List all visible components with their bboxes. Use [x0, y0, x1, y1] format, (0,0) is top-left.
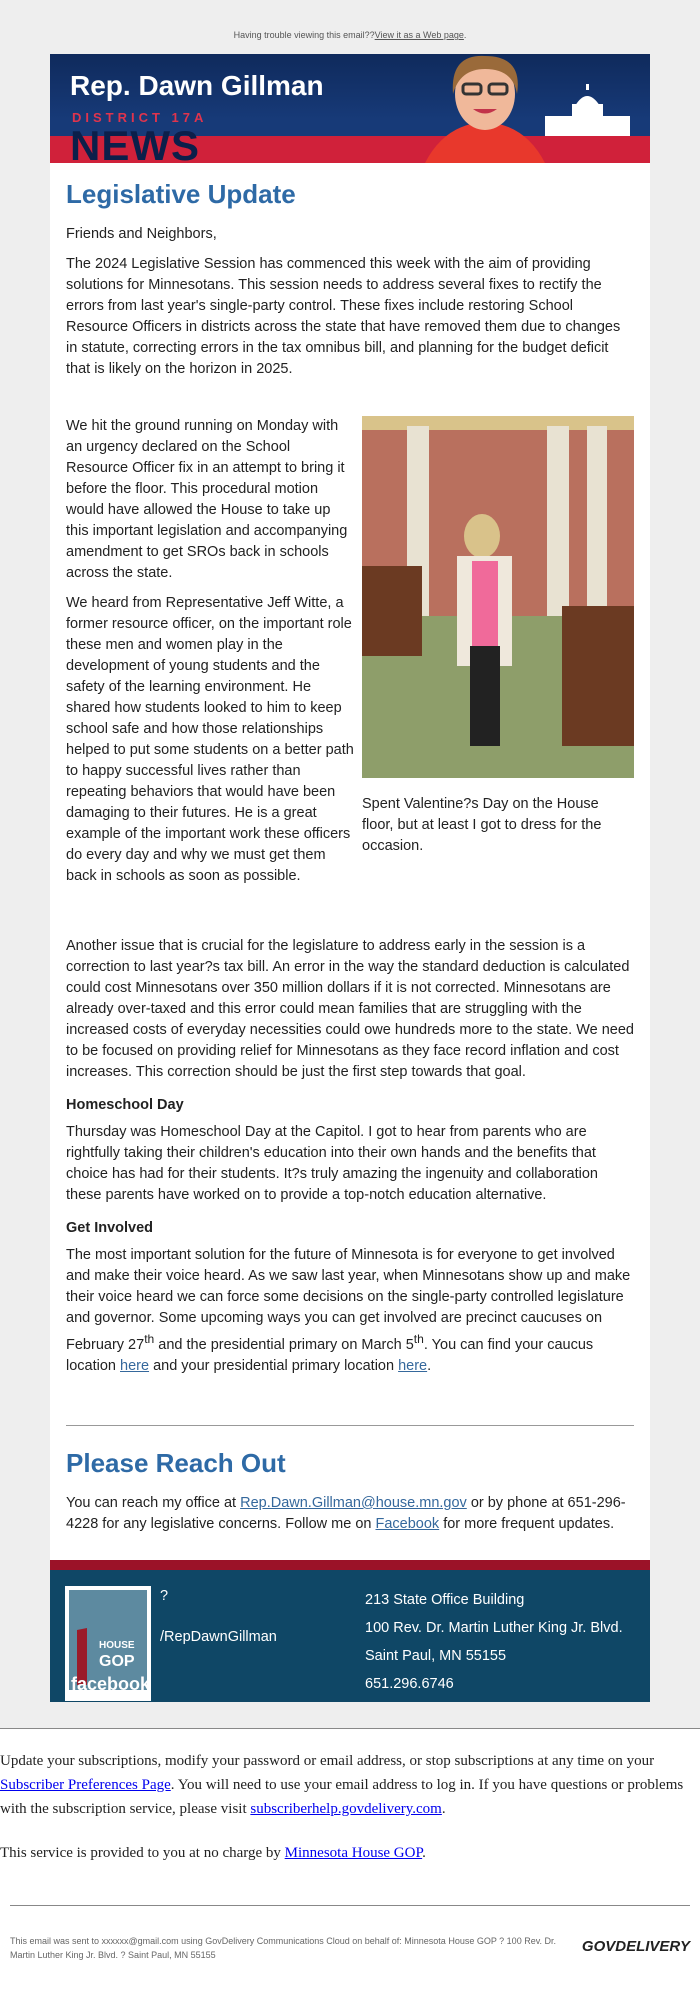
greeting: Friends and Neighbors, — [66, 226, 217, 242]
facebook-label[interactable]: facebook — [71, 1673, 151, 1694]
district: DISTRICT 17A — [72, 110, 208, 125]
intro-paragraph: The 2024 Legislative Session has commenced this week with the aim of providing solutions for Minnesotans. This session needs to address several fixes to rectify the errors from last year's single-party control. These fixes include restoring School Resource Officers in districts across the state that have removed them due to changes in statute, correcting errors in the tax omnibus bill, and planning for the budget deficit that is likely on the horizon in 2025. — [66, 256, 621, 377]
rep-name: Rep. Dawn Gillman — [70, 70, 324, 101]
homeschool-paragraph: Thursday was Homeschool Day at the Capitol. I got to hear from parents who are rightfully taking their children's education into their own hands and the benefits that choice has had for their students. It?s truly amazing the ingenuity and collaboration these parents have worked on to provide a top-notch education alternative. — [66, 1124, 598, 1203]
photo-caption: Spent Valentine?s Day on the House floor, but at least I got to dress for the occasion. — [362, 796, 602, 854]
witte-paragraph: We heard from Representative Jeff Witte, a former resource officer, on the important role these men and women play in the development of young students and the safety of the learning environment. He shared how students looked to him to keep school safe and how those relationships helped to put some students on a better path to happy successful lives rather than repeating behaviors that would have been damaging to their futures. He is a great example of the important work these officers do every day and why we must get them back in schools as soon as possible. — [66, 595, 354, 884]
email-link[interactable]: Rep.Dawn.Gillman@house.mn.gov — [240, 1494, 467, 1511]
address-line: Saint Paul, MN 55155 — [365, 1647, 507, 1664]
placeholder-char: ? — [160, 1587, 169, 1604]
facebook-handle[interactable]: /RepDawnGillman — [160, 1628, 277, 1645]
title-legislative-update: Legislative Update — [66, 179, 296, 209]
newsletter — [50, 54, 650, 1702]
notice-end: . — [463, 30, 467, 40]
get-involved-heading: Get Involved — [66, 1220, 154, 1236]
web-view-notice — [0, 30, 700, 54]
mn-house-gop-link[interactable]: Minnesota House GOP — [284, 1844, 423, 1861]
capitol-icon — [540, 84, 635, 139]
govdelivery-logo[interactable]: GOVDELIVERY — [581, 1937, 690, 1955]
footer — [50, 1560, 650, 1702]
address-line: 100 Rev. Dr. Martin Luther King Jr. Blvd. — [365, 1619, 623, 1636]
facebook-link[interactable]: Facebook — [375, 1515, 440, 1532]
caucus-location-link[interactable]: here — [120, 1357, 150, 1374]
news-label: NEWS — [70, 122, 200, 163]
subscriber-help-link[interactable]: subscriberhelp.govdelivery.com — [250, 1800, 442, 1817]
primary-location-link[interactable]: here — [398, 1357, 428, 1374]
sro-paragraph: We hit the ground running on Monday with an urgency declared on the School Resource Officer fix in an attempt to bring it before the floor. This procedural motion would have allowed the House to take up this important legislation and accompanying amendment to get SROs back in schools across the state. — [66, 418, 348, 581]
content — [50, 163, 650, 1560]
two-column-section — [66, 416, 634, 896]
homeschool-heading: Homeschool Day — [66, 1097, 184, 1113]
legal-text: This email was sent to xxxxxx@gmail.com using GovDelivery Communications Cloud on behalf of: Minnesota House GOP ? 100 Rev. Dr. Martin Luther King Jr. Blvd. ? Saint Paul, MN 55155 — [10, 1935, 557, 1960]
notice-text: Having trouble viewing this email?? — [233, 30, 375, 40]
subscription-notice: Update your subscriptions, modify your password or email address, or stop subscriptions at any time on your Subscriber Preferences Page. You will need to use your email address to log in. If you have questions or problems with the subscription service, please visit subscriberhelp.govdelivery.com. This service is provided to you at no charge by Minnesota House GOP. — [0, 1752, 684, 1861]
office-address — [365, 1586, 623, 1698]
tax-paragraph: Another issue that is crucial for the legislature to address early in the session is a correction to last year?s tax bill. An error in the way the standard deduction is calculated could cost Minnesotans over 350 million dollars if it is not corrected. Minnesotans are already over-taxed and this error could mean families that are struggling with the increased costs of everyday necessities could owe hundreds more to the state. We need to be focused on providing relief for Minnesotans as they face record inflation and cost increases. This correction should be just the first step towards that goal. — [66, 938, 634, 1080]
divider — [66, 1425, 634, 1426]
phone: 651.296.6746 — [365, 1675, 454, 1692]
svg-text:GOP: GOP — [99, 1652, 135, 1670]
get-involved-paragraph: The most important solution for the future of Minnesota is for everyone to get involved and make their voice heard. As we saw last year, when Minnesotans show up and make their voice heard we can force some decisions on the single-party controlled legislature and governor. Some upcoming ways you can get involved are precinct caucuses on February 27th and the presidential primary on March 5th. You can find your caucus location here and your presidential primary location here. — [66, 1247, 631, 1374]
web-page-link[interactable]: View it as a Web page — [374, 30, 464, 40]
address-line: 213 State Office Building — [365, 1591, 525, 1608]
svg-text:HOUSE: HOUSE — [99, 1639, 135, 1651]
header-banner — [50, 54, 650, 163]
subscriber-preferences-link[interactable]: Subscriber Preferences Page — [0, 1776, 171, 1793]
house-floor-photo — [362, 416, 634, 778]
social-links — [160, 1586, 277, 1648]
legal-footer — [10, 1905, 690, 1962]
reach-out-paragraph: You can reach my office at Rep.Dawn.Gillman@house.mn.gov or by phone at 651-296-4228 for any legislative concerns. Follow me on Facebook for more frequent updates. — [66, 1494, 626, 1532]
title-reach-out: Please Reach Out — [66, 1447, 286, 1478]
